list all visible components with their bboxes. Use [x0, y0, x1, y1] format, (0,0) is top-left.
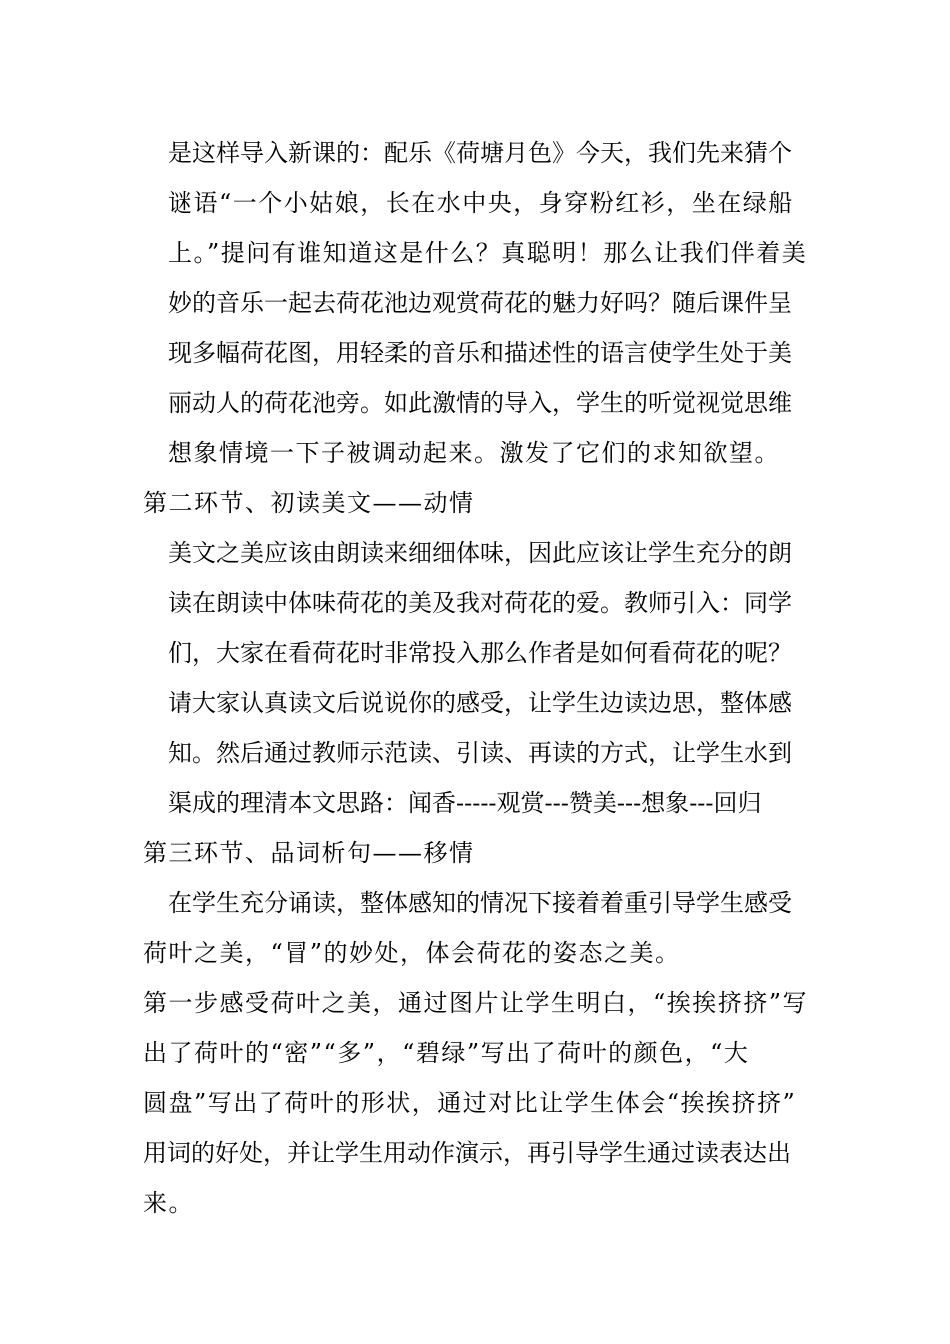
text-line: 请大家认真读文后说说你的感受，让学生边读边思，整体感 — [168, 689, 792, 717]
text-line: 妙的音乐一起去荷花池边观赏荷花的魅力好吗？随后课件呈 — [168, 289, 792, 317]
text-line: 现多幅荷花图，用轻柔的音乐和描述性的语言使学生处于美 — [168, 339, 792, 367]
text-line: 谜语“一个小姑娘，长在水中央，身穿粉红衫，坐在绿船 — [168, 189, 794, 217]
text-line: 丽动人的荷花池旁。如此激情的导入，学生的听觉视觉思维 — [168, 389, 792, 417]
section-heading: 第二环节、初读美文——动情 — [143, 489, 475, 517]
text-line: 出了荷叶的“密”“多”，“碧绿”写出了荷叶的颜色，“大 — [143, 1039, 750, 1067]
text-line: 知。然后通过教师示范读、引读、再读的方式，让学生水到 — [168, 739, 792, 767]
text-line: 荷叶之美，“冒”的妙处，体会荷花的姿态之美。 — [143, 939, 681, 967]
text-line: 想象情境一下子被调动起来。激发了它们的求知欲望。 — [168, 439, 780, 467]
text-line: 渠成的理清本文思路：闻香-----观赏---赞美---想象---回归 — [168, 789, 762, 817]
text-line: 圆盘”写出了荷叶的形状，通过对比让学生体会“挨挨挤挤” — [143, 1089, 797, 1117]
section-heading: 第三环节、品词析句——移情 — [143, 839, 475, 867]
text-line: 来。 — [143, 1189, 194, 1217]
text-line: 们，大家在看荷花时非常投入那么作者是如何看荷花的呢？ — [168, 639, 792, 667]
text-line: 美文之美应该由朗读来细细体味，因此应该让学生充分的朗 — [168, 539, 792, 567]
text-line: 读在朗读中体味荷花的美及我对荷花的爱。教师引入：同学 — [168, 589, 792, 617]
text-line: 用词的好处，并让学生用动作演示，再引导学生通过读表达出 — [143, 1139, 791, 1167]
text-line: 第一步感受荷叶之美，通过图片让学生明白，“挨挨挤挤”写 — [143, 989, 809, 1017]
text-line: 在学生充分诵读，整体感知的情况下接着着重引导学生感受 — [168, 889, 792, 917]
text-line: 是这样导入新课的：配乐《荷塘月色》今天，我们先来猜个 — [168, 139, 792, 167]
text-line: 上。”提问有谁知道这是什么？真聪明！那么让我们伴着美 — [168, 239, 808, 267]
